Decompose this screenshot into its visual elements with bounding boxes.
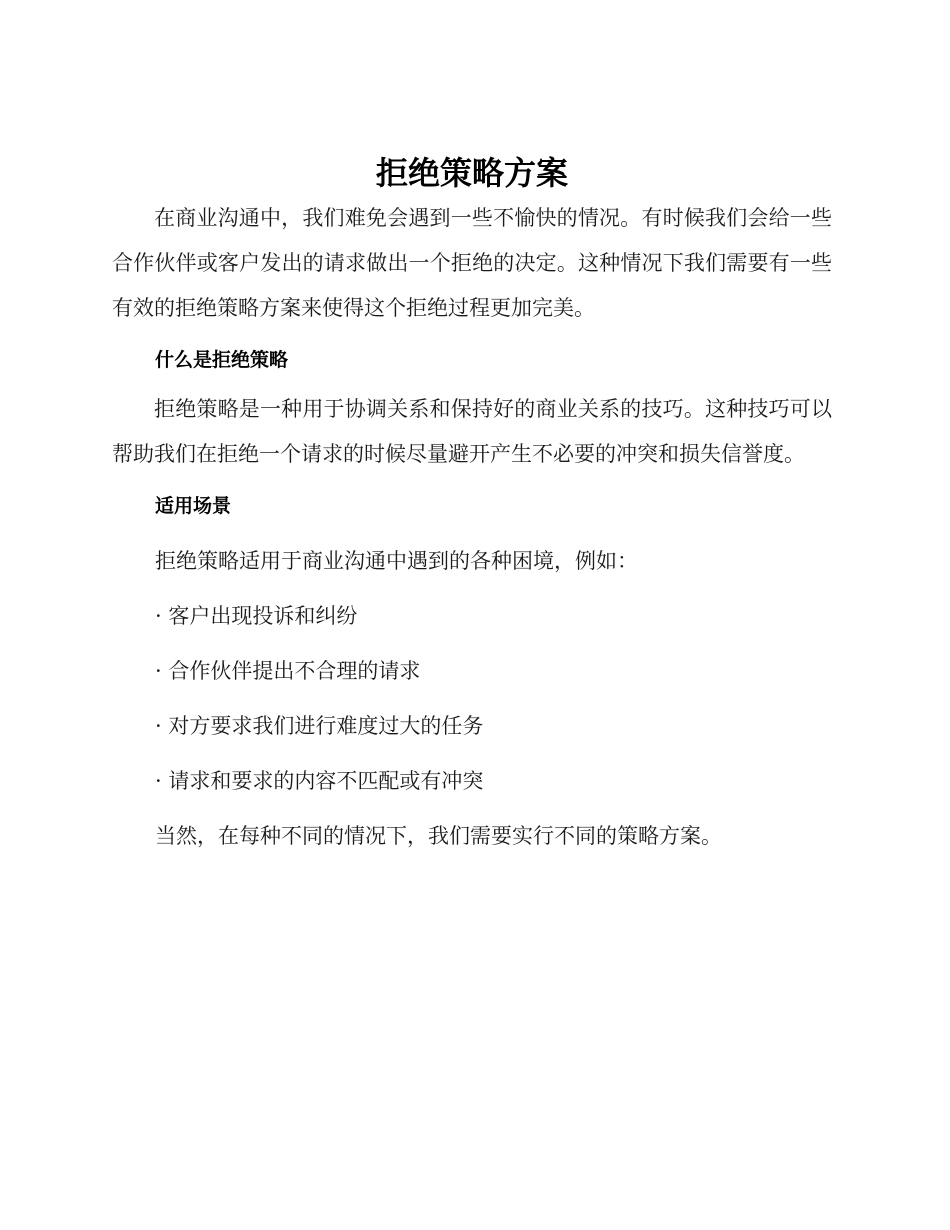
document-title: 拒绝策略方案: [375, 154, 568, 192]
section-heading-what-is: 什么是拒绝策略: [155, 349, 289, 371]
scenarios-lead: 拒绝策略适用于商业沟通中遇到的各种困境，例如：: [155, 549, 638, 573]
list-item: · 请求和要求的内容不匹配或有冲突: [155, 769, 484, 793]
intro-paragraph: 在商业沟通中，我们难免会遇到一些不愉快的情况。有时候我们会给一些合作伙伴或客户发出的请求做出一个拒绝的决定。这种情况下我们需要有一些有效的拒绝策略方案来使得这个拒绝过程更加完美。: [112, 206, 832, 320]
list-item: · 客户出现投诉和纠纷: [155, 604, 358, 628]
list-item: · 对方要求我们进行难度过大的任务: [155, 714, 484, 738]
section1-paragraph: 拒绝策略是一种用于协调关系和保持好的商业关系的技巧。这种技巧可以帮助我们在拒绝一个请求的时候尽量避开产生不必要的冲突和损失信誉度。: [112, 397, 832, 466]
document-page: [112, 150, 832, 851]
closing-paragraph: 当然，在每种不同的情况下，我们需要实行不同的策略方案。: [155, 824, 722, 848]
section-heading-scenarios: 适用场景: [155, 495, 232, 517]
list-item: · 合作伙伴提出不合理的请求: [155, 659, 421, 683]
